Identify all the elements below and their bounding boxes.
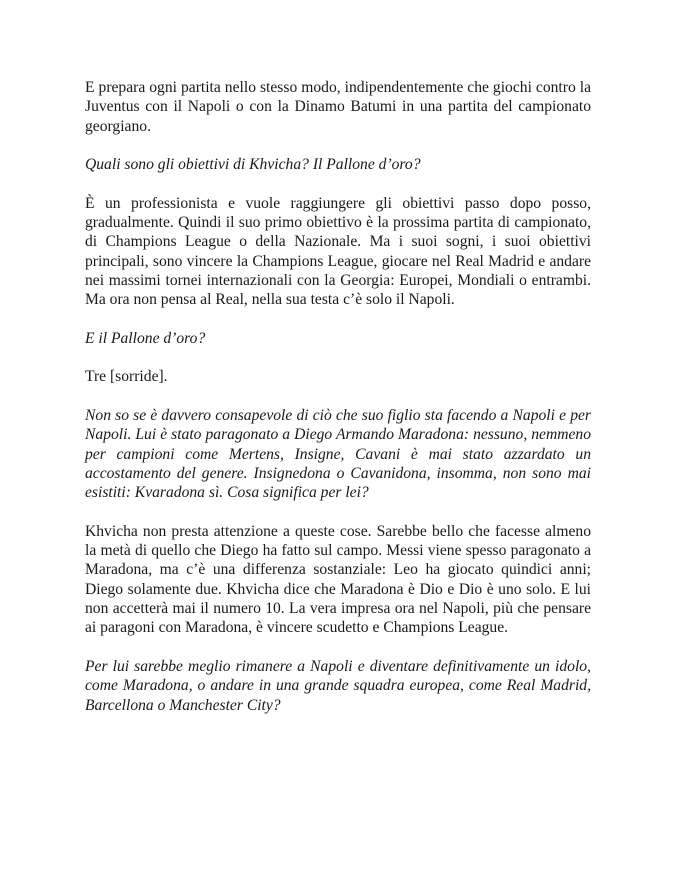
question-paragraph-4: Per lui sarebbe meglio rimanere a Napoli e diventare definitivamente un idolo, come Maradona, o andare in una grande squadra europea, come Real Madrid, Barcellona o Manchester City?	[85, 657, 591, 714]
question-paragraph-1: Quali sono gli obiettivi di Khvicha? Il Pallone d’oro?	[85, 156, 421, 174]
answer-paragraph-1: E prepara ogni partita nello stesso modo, indipendentemente che giochi contro la Juventus con il Napoli o con la Dinamo Batumi in una partita del campionato georgiano.	[85, 79, 591, 135]
answer-paragraph-2: È un professionista e vuole raggiungere gli obiettivi passo dopo posso, gradualmente. Quindi il suo primo obiettivo è la prossima partita di campionato, di Champions League o della Nazionale. Ma i suoi sogni, i suoi obiettivi principali, sono vincere la Champions League, giocare nel Real Madrid e andare nei massimi tornei internazionali con la Georgia: Europei, Mondiali o entrambi. Ma ora non pensa al Real, nella sua testa c’è solo il Napoli.	[85, 194, 591, 309]
question-paragraph-2: E il Pallone d’oro?	[85, 329, 206, 347]
question-paragraph-3: Non so se è davvero consapevole di ciò che suo figlio sta facendo a Napoli e per Napoli. Lui è stato paragonato a Diego Armando Maradona: nessuno, nemmeno per campioni come Mertens, Insigne, Cavani è mai stato azzardato un accostamento del genere. Insignedona o Cavanidona, insomma, non sono mai esistiti: Kvaradona sì. Cosa significa per lei?	[85, 407, 591, 502]
answer-paragraph-3: Tre [sorride].	[85, 368, 168, 386]
document-page	[85, 78, 591, 734]
answer-paragraph-4: Khvicha non presta attenzione a queste cose. Sarebbe bello che facesse almeno la metà di quello che Diego ha fatto sul campo. Messi viene spesso paragonato a Maradona, ma c’è una differenza sostanziale: Leo ha giocato quindici anni; Diego solamente due. Khvicha dice che Maradona è Dio e Dio è uno solo. E lui non accetterà mai il numero 10. La vera impresa ora nel Napoli, più che pensare ai paragoni con Maradona, è vincere scudetto e Champions League.	[85, 522, 591, 637]
